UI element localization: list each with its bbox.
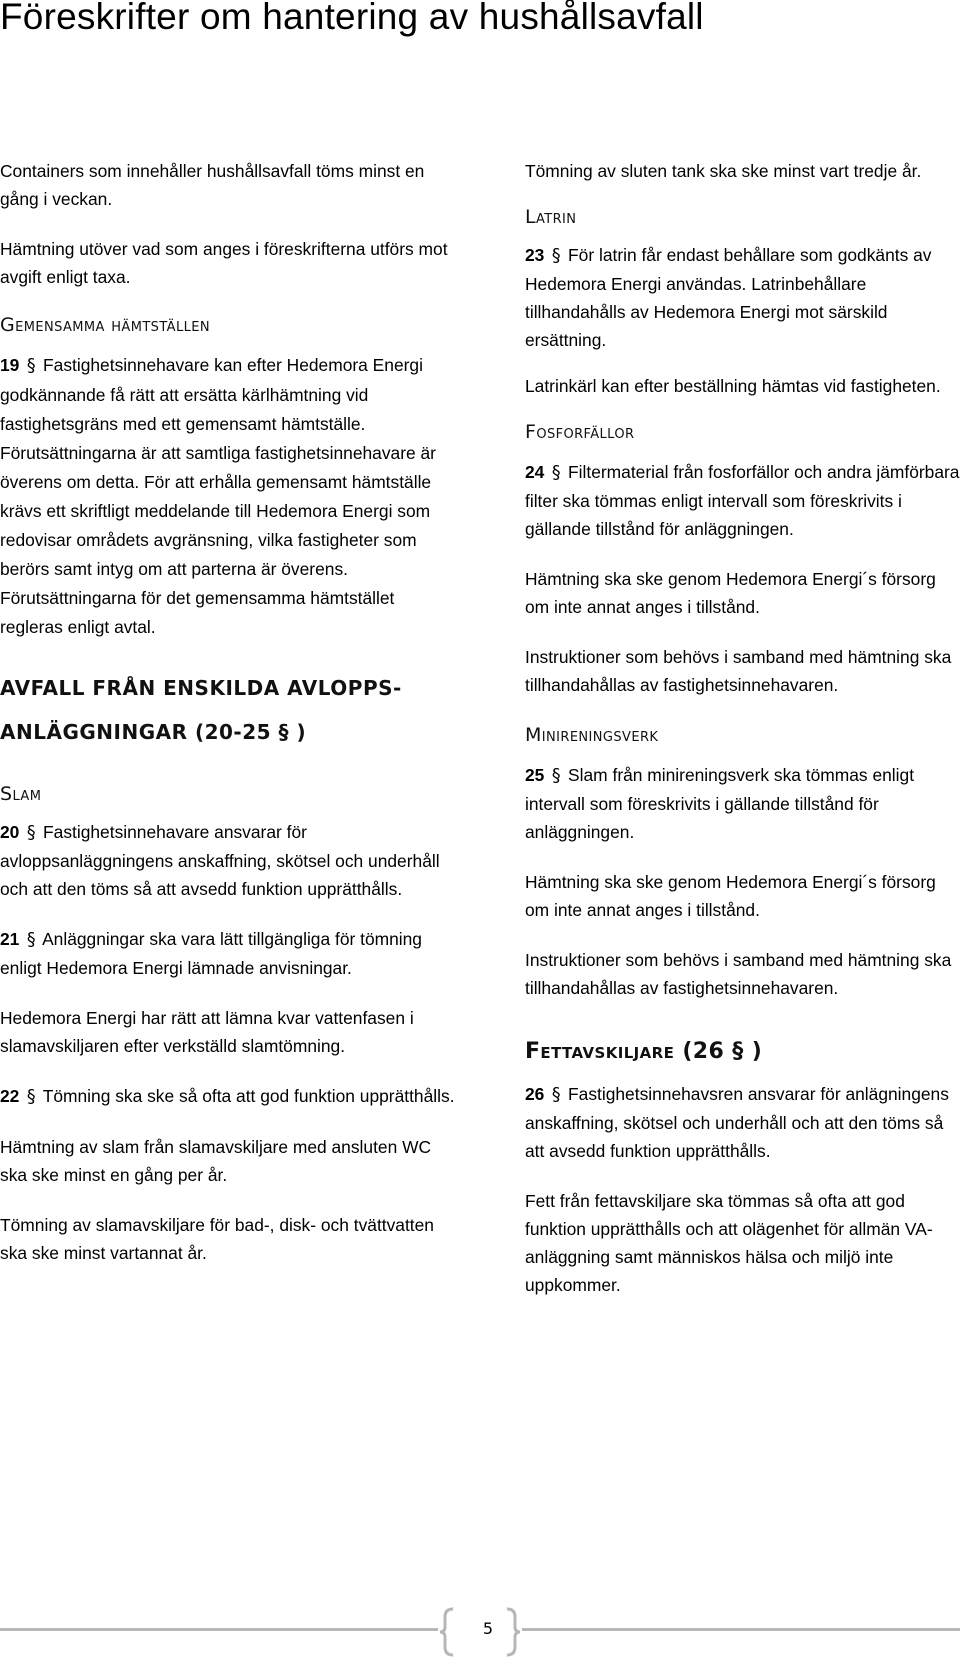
footer-rule-left <box>0 1628 438 1631</box>
page-title: Föreskrifter om hantering av hushållsavfall <box>0 0 704 37</box>
heading-latrin: Latrin <box>525 206 577 228</box>
paragraph-25 <box>525 761 960 846</box>
heading-avfall-line1: AVFALL FRÅN ENSKILDA AVLOPPS- <box>0 676 402 700</box>
section-sign: § <box>551 246 561 266</box>
paragraph-24 <box>525 458 960 543</box>
left-brace-icon <box>437 1607 457 1657</box>
paragraph-extra-pickup: Hämtning utöver vad som anges i föreskrifterna utförs mot avgift enligt taxa. <box>0 239 448 287</box>
section-sign: § <box>551 766 561 786</box>
paragraph-19 <box>0 351 455 642</box>
heading-fosforfallor: Fosforfällor <box>525 421 635 443</box>
paragraph-20-text: Fastighetsinnehavare ansvarar för avloppsanläggningens anskaffning, skötsel och underhåll och att den töms så att avsedd funktion upprätthålls. <box>0 822 440 899</box>
section-number-21: 21 <box>0 929 20 949</box>
paragraph-vattenfas: Hedemora Energi har rätt att lämna kvar vattenfasen i slamavskiljaren efter verkställd slamtömning. <box>0 1008 414 1056</box>
paragraph-22-text: Tömning ska ske så ofta att god funktion upprätthålls. <box>42 1086 455 1106</box>
page-number: 5 <box>482 1619 494 1638</box>
section-sign: § <box>551 1085 561 1105</box>
paragraph-19-text: Fastighetsinnehavare kan efter Hedemora Energi godkännande få rätt att ersätta kärlhämtning vid fastighetsgräns med ett gemensamt hämtställe. Förutsättningarna är att samtliga fastighetsinnehavare är överens om detta. För att erhålla gemensamt hämtställe krävs ett skriftligt meddelande till Hedemora Energi som redovisar områdets avgränsning, vilka fastigheter som berörs samt intyg om att parterna är överens. Förutsättningarna för det gemensamma hämtstället regleras enligt avtal. <box>0 355 436 637</box>
section-sign: § <box>551 463 561 483</box>
paragraph-26-text: Fastighetsinnehavsren ansvarar för anlägningens anskaffning, skötsel och underhåll och att den töms så att avsedd funktion upprätthålls. <box>525 1084 949 1161</box>
section-number-23: 23 <box>525 245 545 265</box>
left-column <box>0 157 455 1267</box>
paragraph-21 <box>0 925 455 982</box>
section-number-20: 20 <box>0 822 20 842</box>
paragraph-20 <box>0 818 455 903</box>
heading-avfall-line2: ANLÄGGNINGAR (20-25 § ) <box>0 720 307 744</box>
section-number-24: 24 <box>525 462 545 482</box>
paragraph-22 <box>0 1082 455 1111</box>
paragraph-instruktioner-mini: Instruktioner som behövs i samband med hämtning ska tillhandahållas av fastighetsinnehavaren. <box>525 950 952 998</box>
paragraph-23 <box>525 241 960 354</box>
paragraph-26 <box>525 1080 960 1165</box>
heading-gemensamma-hamtstallen: Gemensamma hämtställen <box>0 314 210 336</box>
paragraph-hamtning-mini: Hämtning ska ske genom Hedemora Energi´s försorg om inte annat anges i tillstånd. <box>525 872 936 920</box>
paragraph-21-text: Anläggningar ska vara lätt tillgängliga för tömning enligt Hedemora Energi lämnade anvisningar. <box>0 929 422 978</box>
paragraph-24-text: Filtermaterial från fosforfällor och andra jämförbara filter ska tömmas enligt intervall som föreskrivits i gällande tillstånd för anläggningen. <box>525 462 960 539</box>
section-sign: § <box>26 930 36 950</box>
right-column <box>525 157 960 1299</box>
footer-rule-right <box>522 1628 960 1631</box>
heading-minireningsverk: Minireningsverk <box>525 724 659 746</box>
paragraph-slam-wc: Hämtning av slam från slamavskiljare med ansluten WC ska ske minst en gång per år. <box>0 1137 432 1185</box>
heading-fettavskiljare: Fettavskiljare (26 § ) <box>525 1039 763 1064</box>
paragraph-bad-disk: Tömning av slamavskiljare för bad-, disk- och tvättvatten ska ske minst vartannat år. <box>0 1215 434 1263</box>
section-number-19: 19 <box>0 355 20 375</box>
paragraph-23-text: För latrin får endast behållare som godkänts av Hedemora Energi användas. Latrinbehållare tillhandahålls av Hedemora Energi mot särskild ersättning. <box>525 245 932 350</box>
section-sign: § <box>26 356 36 376</box>
heading-slam: Slam <box>0 783 42 805</box>
paragraph-latrinkarl: Latrinkärl kan efter beställning hämtas vid fastigheten. <box>525 376 941 396</box>
section-sign: § <box>26 823 36 843</box>
paragraph-hamtning-fosfor: Hämtning ska ske genom Hedemora Energi´s försorg om inte annat anges i tillstånd. <box>525 569 936 617</box>
paragraph-instruktioner-fosfor: Instruktioner som behövs i samband med hämtning ska tillhandahållas av fastighetsinnehavaren. <box>525 647 952 695</box>
section-number-25: 25 <box>525 765 545 785</box>
section-sign: § <box>26 1087 36 1107</box>
section-number-22: 22 <box>0 1086 20 1106</box>
paragraph-25-text: Slam från minireningsverk ska tömmas enligt intervall som föreskrivits i gällande tillstånd för anläggningen. <box>525 765 915 842</box>
paragraph-containers: Containers som innehåller hushållsavfall töms minst en gång i veckan. <box>0 161 425 209</box>
right-brace-icon <box>503 1607 523 1657</box>
paragraph-fett-tomning: Fett från fettavskiljare ska tömmas så ofta att god funktion upprätthålls och att olägenhet för allmän VA-anläggning samt människos hälsa och miljö inte uppkommer. <box>525 1191 933 1295</box>
paragraph-sluten-tank: Tömning av sluten tank ska ske minst vart tredje år. <box>525 161 922 181</box>
section-number-26: 26 <box>525 1084 545 1104</box>
